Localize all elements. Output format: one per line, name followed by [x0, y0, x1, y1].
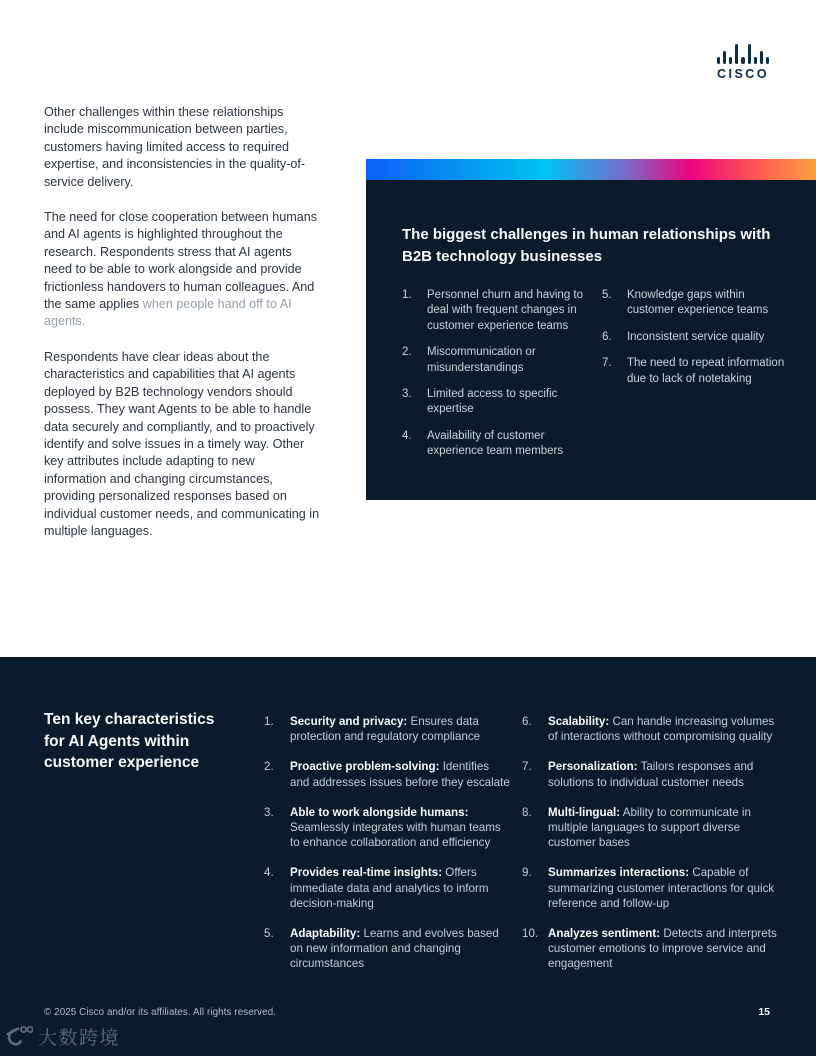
- intro-paragraph-2: The need for close cooperation between humans and AI agents is highlighted throughout the research. Respondents stress that AI agents need to be able to work alongside and provide frictionless handovers to human colleagues. And the same applies when people hand off to AI agents.: [44, 210, 318, 329]
- intro-paragraph-1: Other challenges within these relationships include miscommunication between parties, customers having limited access to required expertise, and inconsistencies in the quality-of-service delivery.: [44, 105, 306, 189]
- characteristic-item: 6. Scalability: Can handle increasing volumes of interactions without compromising quality: [522, 715, 775, 744]
- intro-paragraph-3: Respondents have clear ideas about the characteristics and capabilities that AI agents deployed by B2B technology vendors should possess. They want Agents to be able to handle data securely and compliantly, and to proactively identify and solve issues in a timely way. Other key attributes include adapting to new information and changing circumstances, providing personalized responses based on individual customer needs, and communicating in multiple languages.: [44, 349, 320, 538]
- ten-characteristics-heading: Ten key characteristics for AI Agents within customer experience: [44, 711, 215, 771]
- challenges-title: The biggest challenges in human relationships with B2B technology businesses: [402, 226, 771, 265]
- characteristics-column-2: [522, 714, 784, 987]
- characteristic-item: 1. Security and privacy: Ensures data protection and regulatory compliance: [264, 715, 481, 744]
- challenge-item: 3. Limited access to specific expertise: [402, 388, 558, 416]
- page-number: 15: [758, 1006, 770, 1018]
- intro-paragraph-2-muted: when people hand off to AI agents.: [44, 297, 292, 329]
- characteristic-item: 10. Analyzes sentiment: Detects and interprets customer emotions to improve service and engagement: [522, 927, 777, 971]
- characteristic-item: 8. Multi-lingual: Ability to communicate in multiple languages to support diverse customer bases: [522, 805, 751, 850]
- challenges-card: [366, 159, 816, 500]
- intro-text-column: [44, 104, 320, 558]
- challenge-item: 7. The need to repeat information due to lack of notetaking: [601, 357, 785, 385]
- characteristic-item: 9. Summarizes interactions: Capable of summarizing customer interactions for quick reference and follow-up: [522, 866, 775, 910]
- cisco-logo-wordmark: CISCO: [716, 67, 770, 81]
- watermark-logo-icon: [5, 1025, 33, 1049]
- characteristics-column-1: [264, 714, 511, 987]
- cisco-logo-icon: [714, 44, 772, 64]
- challenge-item: 6. Inconsistent service quality: [601, 330, 765, 343]
- challenges-column-1: [402, 288, 598, 471]
- watermark-text: 大数跨境: [38, 1027, 121, 1049]
- brand-gradient-bar: [366, 159, 816, 180]
- challenge-item: 4. Availability of customer experience team members: [402, 429, 564, 458]
- characteristic-item: 7. Personalization: Tailors responses and solutions to individual customer needs: [522, 760, 754, 789]
- challenge-item: 2. Miscommunication or misunderstandings: [402, 346, 536, 374]
- copyright-notice: © 2025 Cisco and/or its affiliates. All rights reserved.: [44, 1007, 277, 1018]
- characteristic-item: 5. Adaptability: Learns and evolves based on new information and changing circumstances: [264, 927, 499, 971]
- challenges-column-2: [602, 288, 790, 471]
- characteristic-item: 4. Provides real-time insights: Offers immediate data and analytics to inform decision-making: [264, 866, 489, 910]
- challenges-card-body: [366, 180, 816, 500]
- challenge-item: 1. Personnel churn and having to deal with frequent changes in customer experience teams: [402, 289, 583, 332]
- challenge-item: 5. Knowledge gaps within customer experience teams: [601, 289, 769, 317]
- characteristic-item: 2. Proactive problem-solving: Identifies and addresses issues before they escalate: [264, 760, 510, 789]
- cisco-logo: [714, 44, 772, 81]
- ten-characteristics-section: [0, 657, 816, 1056]
- watermark: [5, 1023, 120, 1050]
- characteristic-item: 3. Able to work alongside humans: Seamlessly integrates with human teams to enhance collaboration and efficiency: [264, 805, 501, 850]
